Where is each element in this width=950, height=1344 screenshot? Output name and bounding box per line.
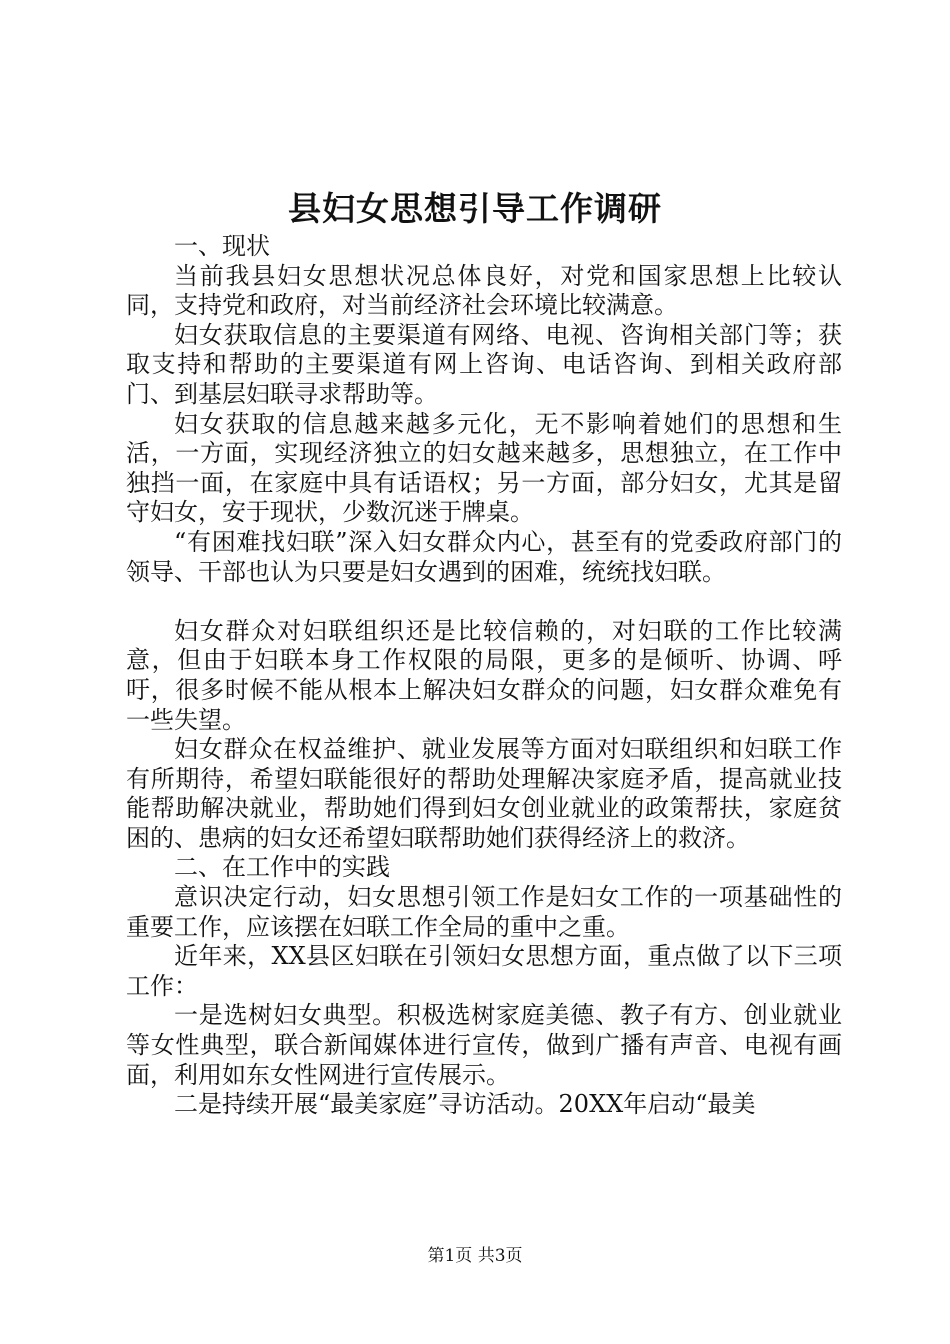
- paragraph: 妇女群众对妇联组织还是比较信赖的，对妇联的工作比较满意，但由于妇联本身工作权限的局限，更多的是倾听、协调、呼吁，很多时候不能从根本上解决妇女群众的问题，妇女群众难免有一些失望。: [126, 616, 842, 734]
- document-body: [126, 232, 842, 1120]
- paragraph: 当前我县妇女思想状况总体良好，对党和国家思想上比较认同，支持党和政府，对当前经济社会环境比较满意。: [126, 261, 842, 320]
- section-heading: 二、在工作中的实践: [174, 853, 390, 882]
- paragraph: 妇女获取信息的主要渠道有网络、电视、咨询相关部门等；获取支持和帮助的主要渠道有网上咨询、电话咨询、到相关政府部门、到基层妇联寻求帮助等。: [126, 320, 842, 408]
- paragraph: 一是选树妇女典型。积极选树家庭美德、教子有方、创业就业等女性典型，联合新闻媒体进行宣传，做到广播有声音、电视有画面，利用如东女性网进行宣传展示。: [126, 1001, 842, 1089]
- paragraph: 近年来，XX县区妇联在引领妇女思想方面，重点做了以下三项工作：: [126, 942, 842, 1000]
- paragraph: 意识决定行动，妇女思想引领工作是妇女工作的一项基础性的重要工作，应该摆在妇联工作全局的重中之重。: [126, 883, 842, 941]
- page-footer: 第1页 共3页: [427, 1246, 523, 1266]
- paragraph: 二是持续开展“最美家庭”寻访活动。20XX年启动“最美: [174, 1090, 756, 1119]
- paragraph: 妇女群众在权益维护、就业发展等方面对妇联组织和妇联工作有所期待，希望妇联能很好的帮助处理解决家庭矛盾，提高就业技能帮助解决就业，帮助她们得到妇女创业就业的政策帮扶，家庭贫困的、患病的妇女还希望妇联帮助她们获得经济上的救济。: [126, 735, 842, 852]
- paragraph: “有困难找妇联”深入妇女群众内心，甚至有的党委政府部门的领导、干部也认为只要是妇女遇到的困难，统统找妇联。: [126, 527, 842, 586]
- paragraph: 妇女获取的信息越来越多元化，无不影响着她们的思想和生活，一方面，实现经济独立的妇女越来越多，思想独立，在工作中独挡一面，在家庭中具有话语权；另一方面，部分妇女，尤其是留守妇女，安于现状，少数沉迷于牌桌。: [126, 409, 842, 527]
- document-title: 县妇女思想引导工作调研: [288, 189, 662, 228]
- section-heading: 一、现状: [174, 232, 270, 260]
